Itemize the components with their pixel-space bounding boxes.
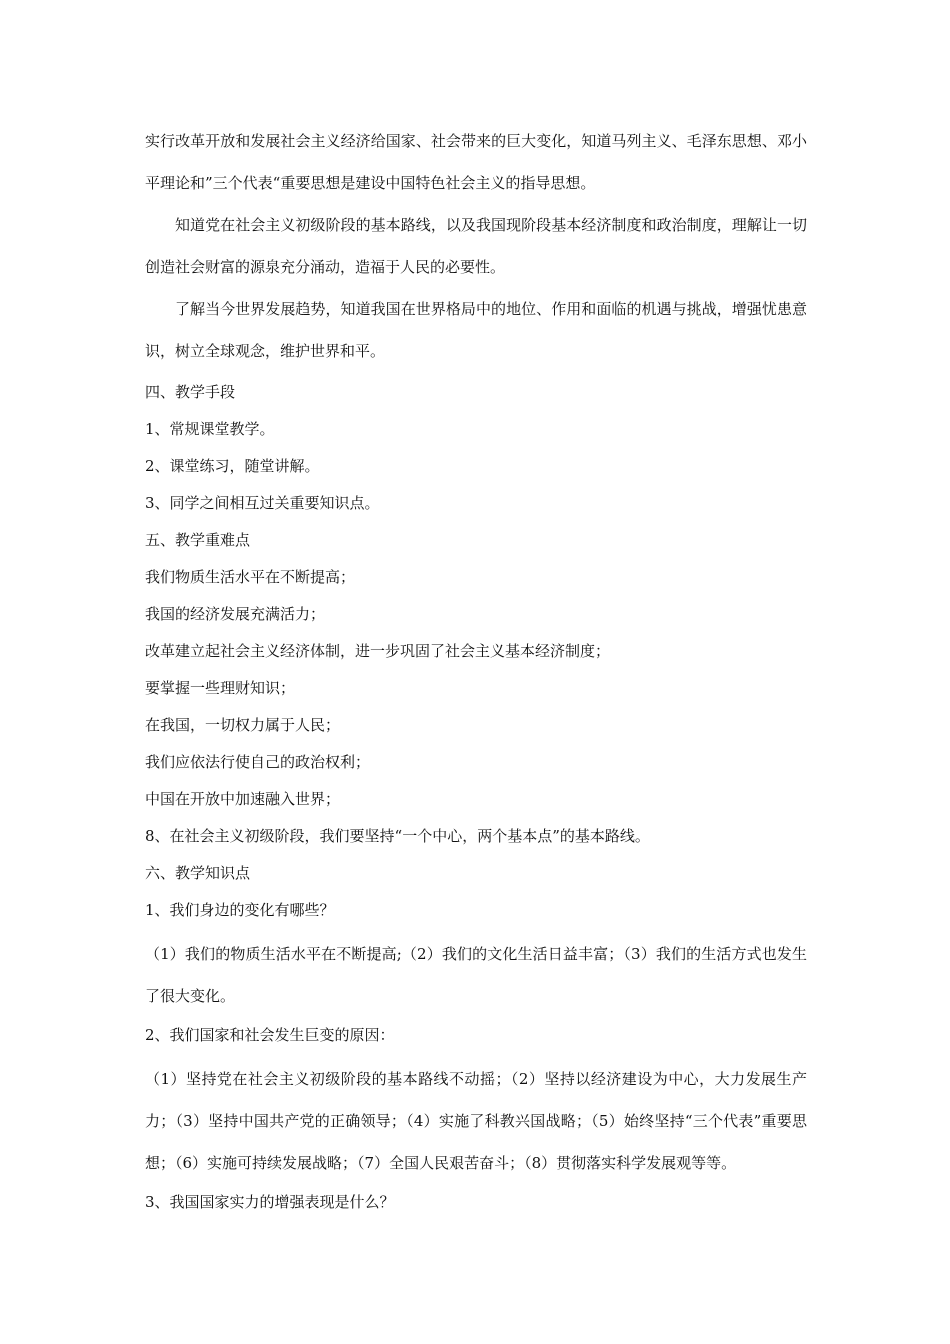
question-3: 3、我国国家实力的增强表现是什么？ bbox=[145, 1193, 395, 1211]
paragraph-world-trends: 了解当今世界发展趋势，知道我国在世界格局中的地位、作用和面临的机遇与挑战，增强忧患意识，树立全球观念，维护世界和平。 bbox=[145, 300, 807, 360]
question-2: 2、我们国家和社会发生巨变的原因： bbox=[145, 1026, 395, 1044]
list-item: 在我国，一切权力属于人民； bbox=[145, 716, 341, 734]
list-item: 8、在社会主义初级阶段，我们要坚持“一个中心，两个基本点”的基本路线。 bbox=[145, 827, 650, 845]
section-heading-knowledge-points: 六、教学知识点 bbox=[145, 864, 251, 882]
paragraph-basic-line: 知道党在社会主义初级阶段的基本路线，以及我国现阶段基本经济制度和政治制度，理解让一切创造社会财富的源泉充分涌动，造福于人民的必要性。 bbox=[145, 216, 807, 276]
list-item: 我们物质生活水平在不断提高； bbox=[145, 568, 356, 586]
section-heading-teaching-methods: 四、教学手段 bbox=[145, 383, 236, 401]
answer-1: （1）我们的物质生活水平在不断提高;（2）我们的文化生活日益丰富；（3）我们的生活方式也发生了很大变化。 bbox=[145, 945, 807, 1005]
answer-2: （1）坚持党在社会主义初级阶段的基本路线不动摇；（2）坚持以经济建设为中心，大力发展生产力；（3）坚持中国共产党的正确领导；（4）实施了科教兴国战略；（5）始终坚持“三个代表”重要思想；（6）实施可持续发展战略；（7）全国人民艰苦奋斗；（8）贯彻落实科学发展观等等。 bbox=[145, 1070, 807, 1172]
list-item: 要掌握一些理财知识； bbox=[145, 679, 296, 697]
paragraph-guiding-thought: 实行改革开放和发展社会主义经济给国家、社会带来的巨大变化，知道马列主义、毛泽东思想、邓小平理论和”三个代表“重要思想是建设中国特色社会主义的指导思想。 bbox=[145, 132, 807, 192]
question-1: 1、我们身边的变化有哪些？ bbox=[145, 901, 335, 919]
list-item: 3、同学之间相互过关重要知识点。 bbox=[145, 494, 380, 512]
list-item: 2、课堂练习，随堂讲解。 bbox=[145, 457, 320, 475]
document-body bbox=[145, 120, 807, 1221]
list-item: 我们应依法行使自己的政治权利； bbox=[145, 753, 371, 771]
list-item: 改革建立起社会主义经济体制，进一步巩固了社会主义基本经济制度； bbox=[145, 642, 611, 660]
list-item: 中国在开放中加速融入世界； bbox=[145, 790, 341, 808]
list-item: 1、常规课堂教学。 bbox=[145, 420, 275, 438]
list-item: 我国的经济发展充满活力； bbox=[145, 605, 326, 623]
section-heading-key-points: 五、教学重难点 bbox=[145, 531, 251, 549]
